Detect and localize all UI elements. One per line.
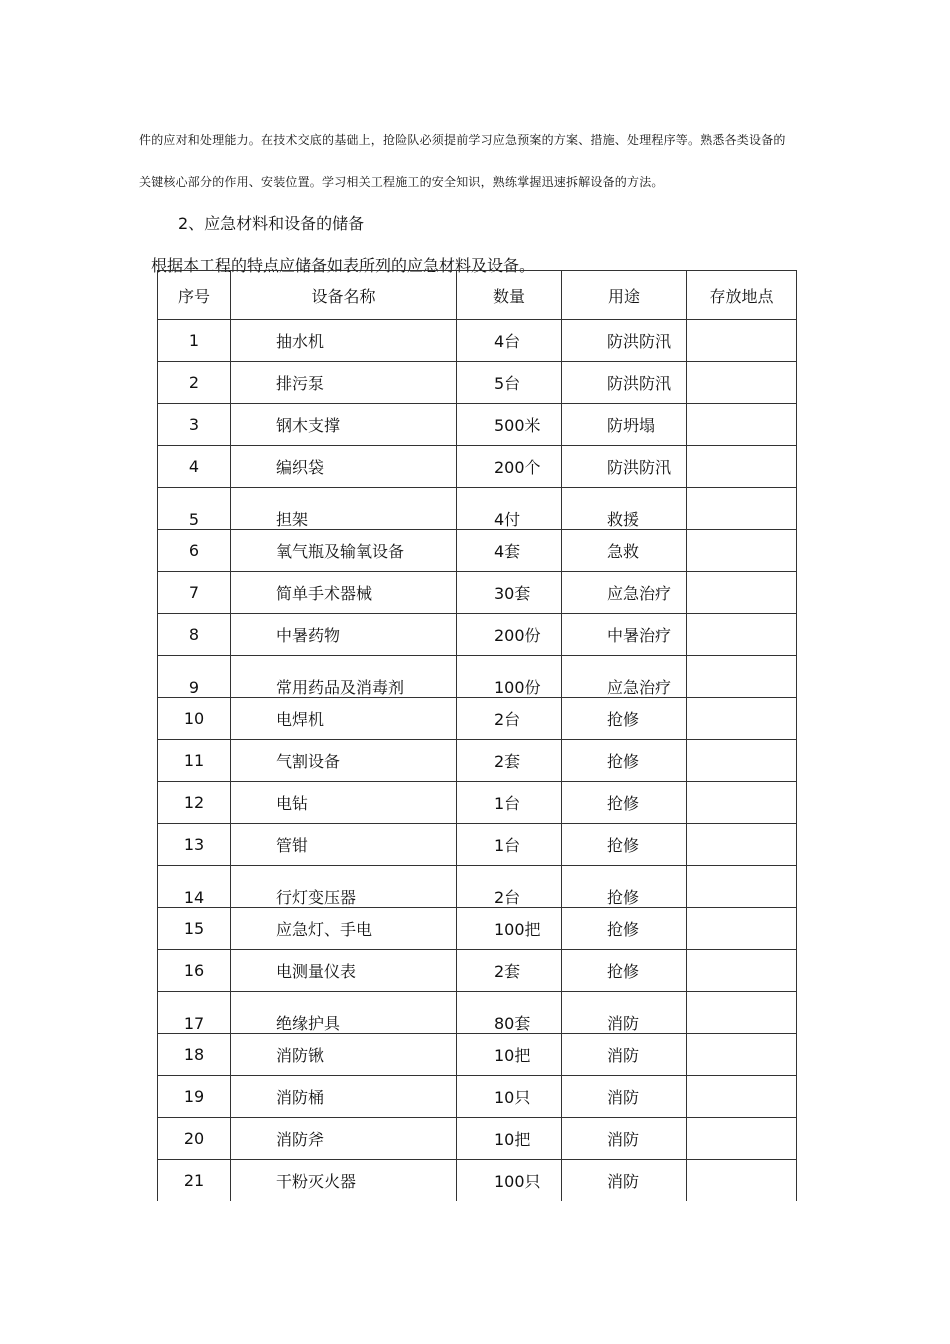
cell-use: 防洪防汛 xyxy=(562,362,687,404)
cell-qty: 100份 xyxy=(457,656,562,698)
section-heading: 2、应急材料和设备的储备 xyxy=(178,214,365,233)
table-row xyxy=(158,488,797,530)
table-row xyxy=(158,656,797,698)
cell-place xyxy=(687,656,797,698)
cell-place xyxy=(687,362,797,404)
cell-qty: 10只 xyxy=(457,1076,562,1118)
cell-no: 13 xyxy=(158,824,231,866)
cell-use: 抢修 xyxy=(562,740,687,782)
cell-place xyxy=(687,1160,797,1202)
cell-qty: 200个 xyxy=(457,446,562,488)
cell-qty: 5台 xyxy=(457,362,562,404)
cell-no: 10 xyxy=(158,698,231,740)
cell-name: 常用药品及消毒剂 xyxy=(231,656,457,698)
cell-place xyxy=(687,740,797,782)
cell-qty: 1台 xyxy=(457,782,562,824)
cell-place xyxy=(687,530,797,572)
table-intro: 根据本工程的特点应储备如表所列的应急材料及设备。 xyxy=(151,256,536,275)
cell-use: 抢修 xyxy=(562,698,687,740)
table-row xyxy=(158,446,797,488)
cell-no: 20 xyxy=(158,1118,231,1160)
table-row xyxy=(158,614,797,656)
cell-use: 抢修 xyxy=(562,866,687,908)
cell-place xyxy=(687,908,797,950)
cell-qty: 2套 xyxy=(457,740,562,782)
cell-no: 5 xyxy=(158,488,231,530)
cell-place xyxy=(687,1118,797,1160)
cell-place xyxy=(687,488,797,530)
cell-no: 19 xyxy=(158,1076,231,1118)
cell-name: 钢木支撑 xyxy=(231,404,457,446)
cell-name: 氧气瓶及输氧设备 xyxy=(231,530,457,572)
cell-qty: 2台 xyxy=(457,698,562,740)
cell-place xyxy=(687,614,797,656)
cell-place xyxy=(687,1034,797,1076)
header-no: 序号 xyxy=(158,271,231,320)
cell-qty: 10把 xyxy=(457,1034,562,1076)
cell-name: 中暑药物 xyxy=(231,614,457,656)
cell-name: 消防桶 xyxy=(231,1076,457,1118)
cell-no: 4 xyxy=(158,446,231,488)
cell-place xyxy=(687,320,797,362)
table-row xyxy=(158,320,797,362)
cell-use: 消防 xyxy=(562,992,687,1034)
table-row xyxy=(158,824,797,866)
table-body xyxy=(158,320,797,1202)
table-row xyxy=(158,992,797,1034)
paragraph-line-1: 件的应对和处理能力。在技术交底的基础上，抢险队必须提前学习应急预案的方案、措施、处理程序等。熟悉各类设备的 xyxy=(139,133,786,147)
cell-qty: 10把 xyxy=(457,1118,562,1160)
cell-name: 绝缘护具 xyxy=(231,992,457,1034)
cell-name: 干粉灭火器 xyxy=(231,1160,457,1202)
cell-use: 防洪防汛 xyxy=(562,320,687,362)
cell-use: 抢修 xyxy=(562,950,687,992)
cell-use: 防洪防汛 xyxy=(562,446,687,488)
cell-no: 14 xyxy=(158,866,231,908)
cell-qty: 30套 xyxy=(457,572,562,614)
cell-name: 消防锹 xyxy=(231,1034,457,1076)
table-row xyxy=(158,782,797,824)
header-place: 存放地点 xyxy=(687,271,797,320)
cell-qty: 2台 xyxy=(457,866,562,908)
cell-name: 应急灯、手电 xyxy=(231,908,457,950)
equipment-table xyxy=(157,270,797,1201)
table-row xyxy=(158,1160,797,1202)
cell-use: 消防 xyxy=(562,1118,687,1160)
cell-use: 消防 xyxy=(562,1034,687,1076)
cell-no: 9 xyxy=(158,656,231,698)
cell-no: 1 xyxy=(158,320,231,362)
cell-qty: 1台 xyxy=(457,824,562,866)
cell-place xyxy=(687,782,797,824)
cell-name: 担架 xyxy=(231,488,457,530)
header-name: 设备名称 xyxy=(231,271,457,320)
cell-name: 管钳 xyxy=(231,824,457,866)
cell-name: 编织袋 xyxy=(231,446,457,488)
table-row xyxy=(158,572,797,614)
table-row xyxy=(158,698,797,740)
cell-name: 抽水机 xyxy=(231,320,457,362)
table-header-row xyxy=(158,271,797,320)
paragraph-line-2: 关键核心部分的作用、安装位置。学习相关工程施工的安全知识，熟练掌握迅速拆解设备的方法。 xyxy=(139,175,664,189)
cell-name: 气割设备 xyxy=(231,740,457,782)
cell-name: 消防斧 xyxy=(231,1118,457,1160)
cell-name: 简单手术器械 xyxy=(231,572,457,614)
cell-place xyxy=(687,404,797,446)
table-row xyxy=(158,1076,797,1118)
cell-use: 抢修 xyxy=(562,824,687,866)
table-row xyxy=(158,866,797,908)
cell-no: 16 xyxy=(158,950,231,992)
cell-place xyxy=(687,446,797,488)
cell-no: 7 xyxy=(158,572,231,614)
cell-place xyxy=(687,572,797,614)
cell-no: 21 xyxy=(158,1160,231,1202)
table-row xyxy=(158,950,797,992)
cell-no: 2 xyxy=(158,362,231,404)
cell-name: 排污泵 xyxy=(231,362,457,404)
cell-no: 3 xyxy=(158,404,231,446)
cell-use: 抢修 xyxy=(562,782,687,824)
cell-use: 防坍塌 xyxy=(562,404,687,446)
cell-use: 消防 xyxy=(562,1076,687,1118)
cell-no: 11 xyxy=(158,740,231,782)
cell-use: 应急治疗 xyxy=(562,572,687,614)
cell-no: 18 xyxy=(158,1034,231,1076)
cell-qty: 4套 xyxy=(457,530,562,572)
cell-place xyxy=(687,1076,797,1118)
table-row xyxy=(158,404,797,446)
cell-qty: 100只 xyxy=(457,1160,562,1202)
cell-qty: 4付 xyxy=(457,488,562,530)
cell-use: 抢修 xyxy=(562,908,687,950)
table-row xyxy=(158,362,797,404)
cell-use: 急救 xyxy=(562,530,687,572)
cell-place xyxy=(687,950,797,992)
cell-qty: 100把 xyxy=(457,908,562,950)
cell-place xyxy=(687,992,797,1034)
cell-no: 6 xyxy=(158,530,231,572)
cell-qty: 80套 xyxy=(457,992,562,1034)
cell-name: 行灯变压器 xyxy=(231,866,457,908)
header-qty: 数量 xyxy=(457,271,562,320)
cell-place xyxy=(687,866,797,908)
cell-name: 电钻 xyxy=(231,782,457,824)
cell-use: 应急治疗 xyxy=(562,656,687,698)
cell-use: 中暑治疗 xyxy=(562,614,687,656)
cell-no: 17 xyxy=(158,992,231,1034)
cell-no: 12 xyxy=(158,782,231,824)
cell-qty: 500米 xyxy=(457,404,562,446)
cell-name: 电测量仪表 xyxy=(231,950,457,992)
cell-place xyxy=(687,824,797,866)
table-row xyxy=(158,908,797,950)
table-row xyxy=(158,1034,797,1076)
cell-qty: 4台 xyxy=(457,320,562,362)
cell-place xyxy=(687,698,797,740)
table-row xyxy=(158,1118,797,1160)
cell-no: 15 xyxy=(158,908,231,950)
cell-qty: 2套 xyxy=(457,950,562,992)
cell-no: 8 xyxy=(158,614,231,656)
table-row xyxy=(158,530,797,572)
header-use: 用途 xyxy=(562,271,687,320)
cell-use: 消防 xyxy=(562,1160,687,1202)
cell-use: 救援 xyxy=(562,488,687,530)
cell-name: 电焊机 xyxy=(231,698,457,740)
table-row xyxy=(158,740,797,782)
cell-qty: 200份 xyxy=(457,614,562,656)
